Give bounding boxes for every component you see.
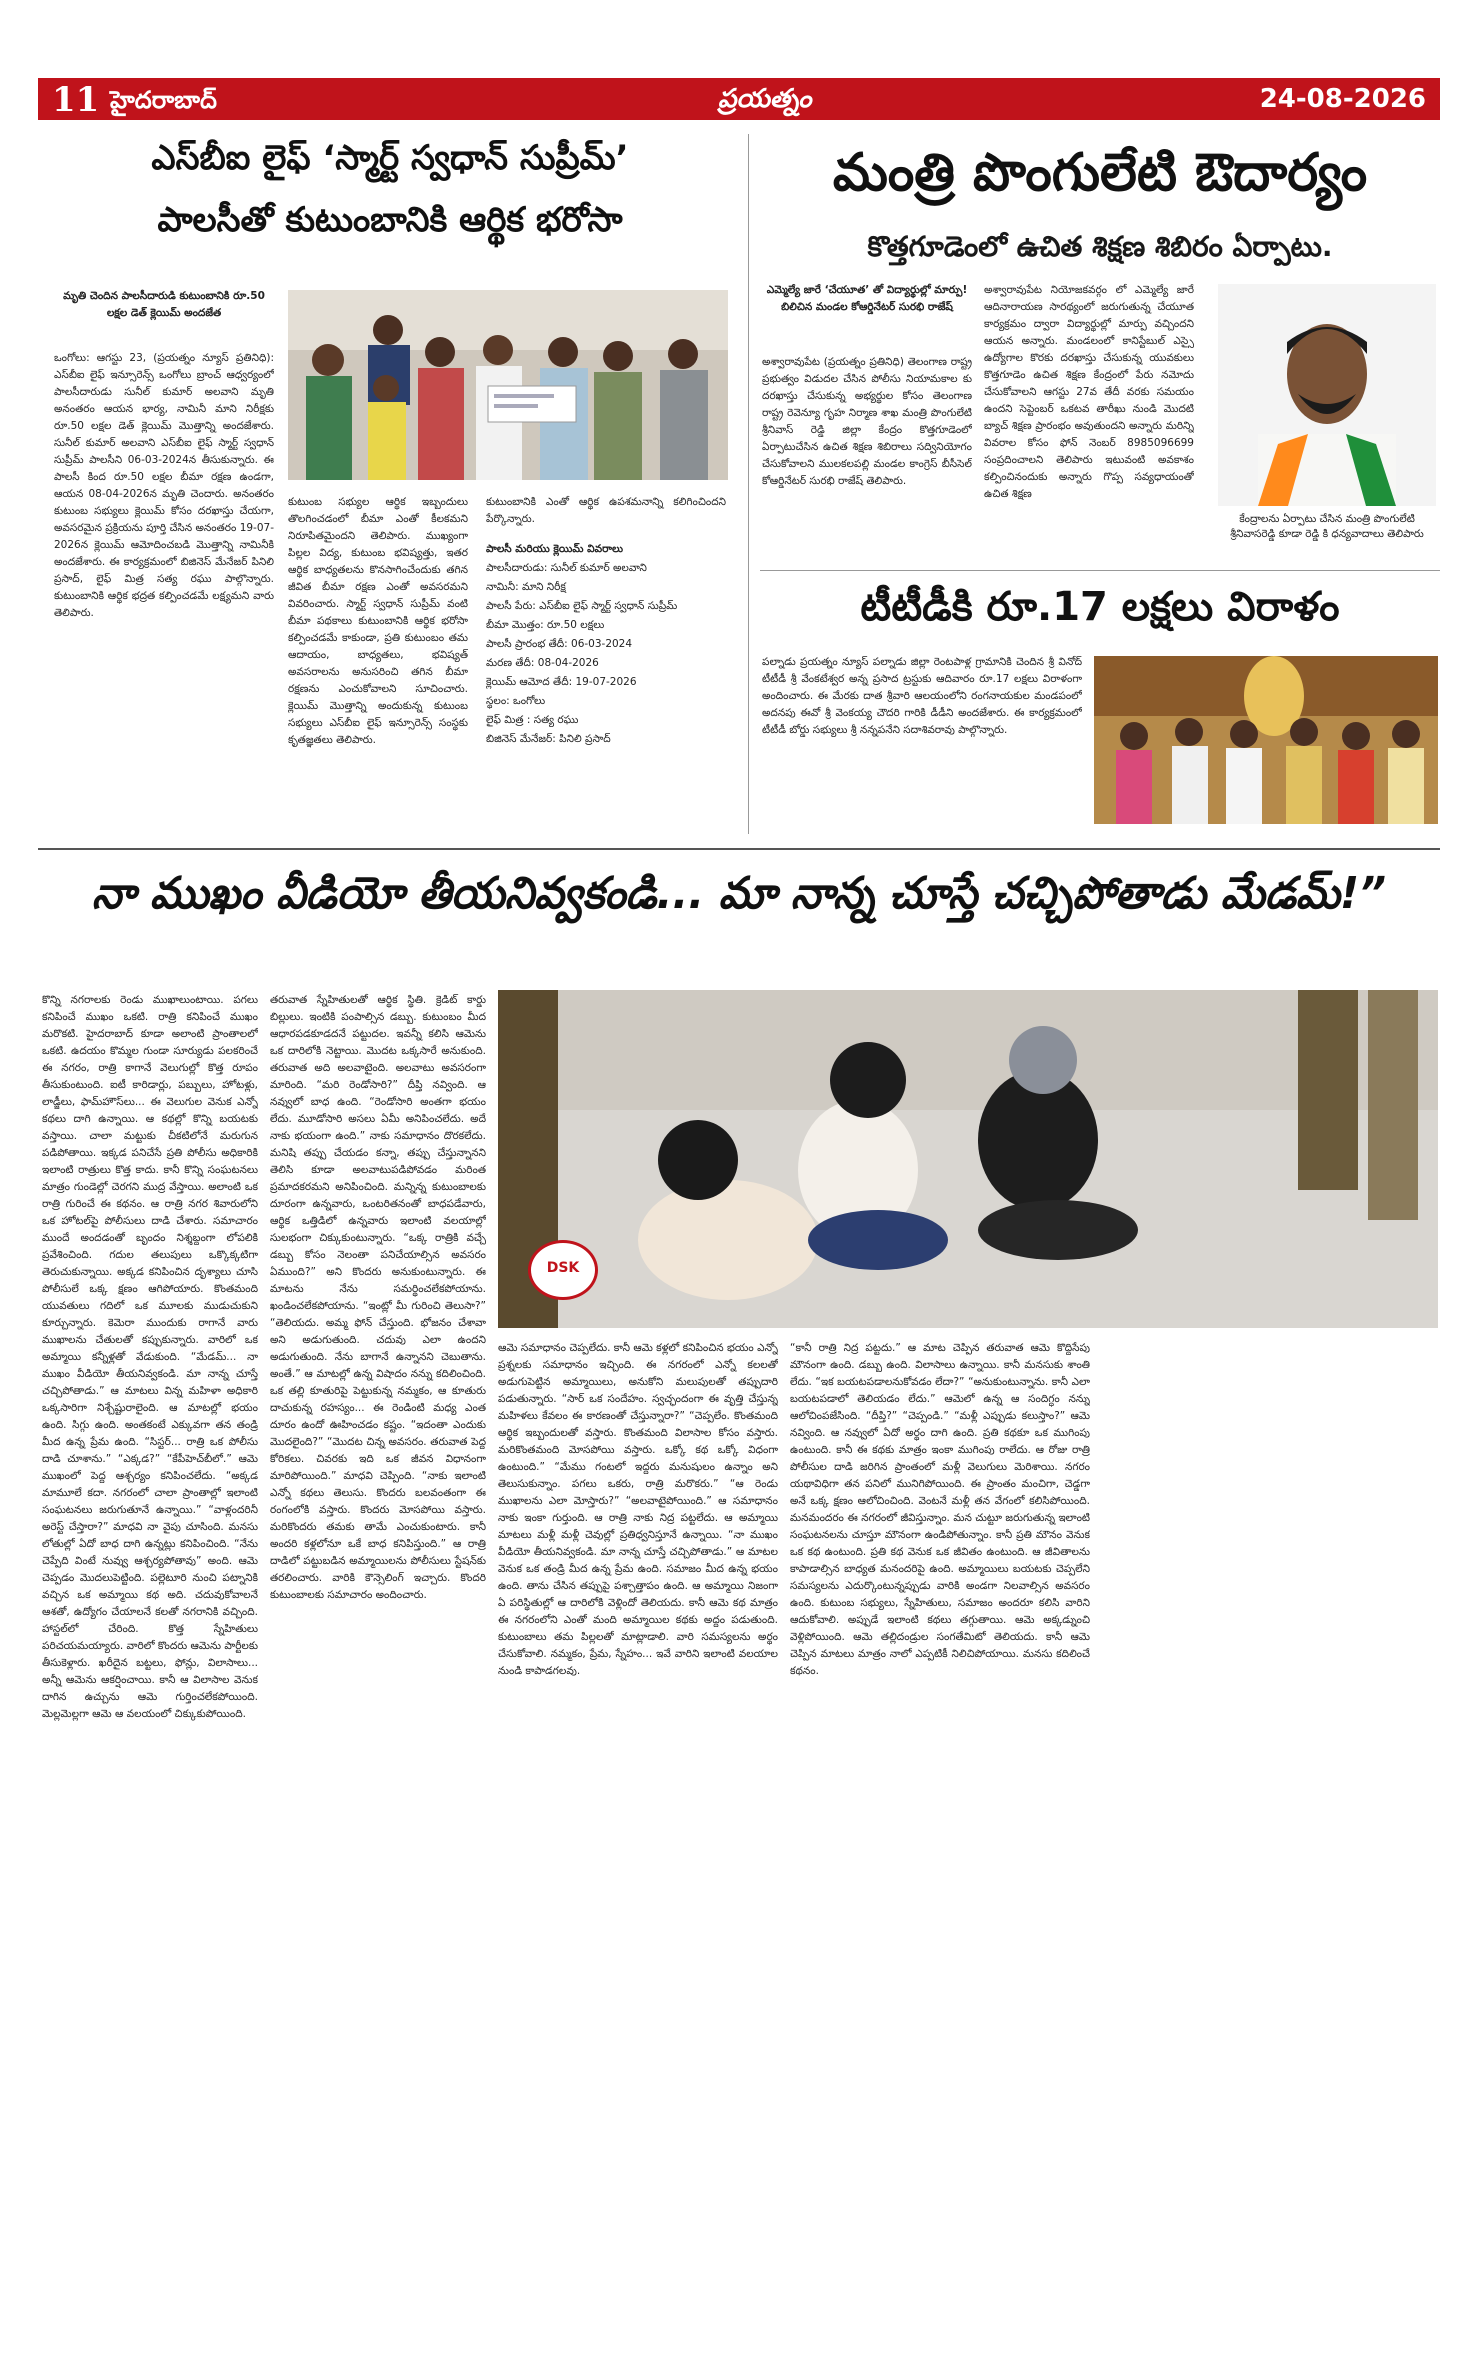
column-divider <box>748 134 749 834</box>
detail-start-date: పాలసీ ప్రారంభ తేదీ: 06-03-2024 <box>486 638 633 650</box>
story3-donation-photo <box>1094 656 1438 824</box>
story4-col2: తరువాత స్నేహితులతో ఆర్థిక స్థితి. క్రెడిట్ కార్డు బిల్లులు. ఇంటికి పంపాల్సిన డబ్బు. కుటుంబం మీద ఆధారపడకూడదనే పట్టుదల. ఇవన్నీ కలిసి ఆమెను ఒక దారిలోకి నెట్టాయి. మొదట ఒక్కసారే అనుకుంది. తరువాత అది అలవాటైంది. అలవాటు అవసరంగా మారింది. “మరి రెండోసారి?” దీప్తి నవ్వింది. ఆ నవ్వులో బాధ ఉంది. “రెండోసారి అంతగా భయం లేదు. మూడోసారి అసలు ఏమీ అనిపించలేదు. అదే నాకు భయంగా ఉంది.” నాకు సమాధానం దొరకలేదు. మనిషి తప్పు చేయడం కన్నా, తప్పు చేస్తున్నానని తెలిసి కూడా అలవాటుపడిపోవడం మరింత ప్రమాదకరమని అనిపించింది. మన్నిన్న కుటుంబాలకు దూరంగా ఉన్నవారు, ఒంటరితనంతో బాధపడేవారు, ఆర్థిక ఒత్తిడిలో ఉన్నవారు ఇలాంటి వలయాల్లో సులభంగా చిక్కుకుంటున్నారు. “ఒక్క రాత్రికి వచ్చే డబ్బు కోసం నెలంతా పనిచేయాల్సిన అవసరం ఏముంది?” అని కొందరు అనుకుంటున్నారు. ఈ మాటను నేను సమర్థించలేకపోయాను. ఖండించలేకపోయాను. “ఇంట్లో మీ గురించి తెలుసా?” “తెలియదు. అమ్మ ఫోన్ చేస్తుంది. భోజనం చేశావా అని అడుగుతుంది. చదువు ఎలా ఉందని అడుగుతుంది. నేను బాగానే ఉన్నానని చెబుతాను. అంతే.” ఆ మాటల్లో ఉన్న విషాదం నన్ను కదిలించింది. ఒక తల్లి కూతురిపై పెట్టుకున్న నమ్మకం, ఆ కూతురు దాచుకున్న రహస్యం... ఈ రెండింటి మధ్య ఎంత దూరం ఉందో ఊహించడం కష్టం. “ఇదంతా ఎందుకు మొదలైంది?” “మొదట చిన్న అవసరం. తరువాత పెద్ద కోరికలు. చివరకు ఇది ఒక జీవన విధానంగా మారిపోయింది.” మాధవి చెప్పింది. “నాకు ఇలాంటి ఎన్నో కథలు తెలుసు. కొందరు బలవంతంగా ఈ రంగంలోకి వస్తారు. కొందరు మోసపోయి వస్తారు. మరికొందరు తమకు తామే ఎంచుకుంటారు. కానీ అందరి కళ్లలోనూ ఒకే బాధ కనిపిస్తుంది.” ఆ రాత్రి దాడిలో పట్టుబడిన అమ్మాయిలను పోలీసులు స్టేషన్‌కు తరలించారు. వారికి కౌన్సెలింగ్ ఇచ్చారు. కొందరి కుటుంబాలకు సమాచారం అందించారు. <box>270 994 486 1601</box>
minister-photo-caption: కేంద్రాలను ఏర్పాటు చేసిన మంత్రి పొంగులేటి శ్రీనివాసరెడ్డి కూడా రెడ్డి కి ధన్యవాదాలు తెలిపారు <box>1230 513 1424 540</box>
detail-policy-name: పాలసీ పేరు: ఎస్‌బీఐ లైఫ్ స్మార్ట్ స్వధాన్ సుప్రీమ్ <box>486 600 678 612</box>
story1-kicker: మృతి చెందిన పాలసీదారుడి కుటుంబానికి రూ.50 లక్షల డెత్ క్లెయిమ్ అందజేత <box>63 290 265 319</box>
story4-col4: “కానీ రాత్రి నిద్ర పట్టదు.” ఆ మాట చెప్పిన తరువాత ఆమె కొద్దిసేపు మౌనంగా ఉంది. డబ్బు ఉంది. విలాసాలు ఉన్నాయి. కానీ మనసుకు శాంతి లేదు. “ఇక బయటపడాలనుకోవడం లేదా?” “అనుకుంటున్నాను. కానీ ఎలా బయటపడాలో తెలియడం లేదు.” ఆమెలో ఉన్న ఆ సందిగ్ధం నన్ను ఆలోచింపజేసింది. “దీప్తి?” “చెప్పండి.” “మళ్లీ ఎప్పుడు కలుస్తాం?” ఆమె నవ్వింది. ఆ నవ్వులో ఏదో అర్థం దాగి ఉంది. ప్రతి కథకూ ఒక ముగింపు ఉంటుంది. కానీ ఈ కథకు మాత్రం ఇంకా ముగింపు రాలేదు. ఆ రోజు రాత్రి పోలీసుల దాడి జరిగిన ప్రాంతంలో మళ్లీ వెలుగులు మెరిశాయి. నగరం యథావిధిగా తన పనిలో మునిగిపోయింది. ఈ ప్రాంతం మంచిగా, చెడ్డగా అనే ఒక్క క్షణం ఆలోచించింది. వెంటనే మళ్లీ తన వేగంలో కలిసిపోయింది. మనమందరం ఈ నగరంలో జీవిస్తున్నాం. మన చుట్టూ జరుగుతున్న ఇలాంటి సంఘటనలను చూస్తూ మౌనంగా ఉండిపోతున్నాం. కానీ ప్రతి మౌనం వెనుక ఒక కథ ఉంటుంది. ప్రతి కథ వెనుక ఒక జీవితం ఉంటుంది. ఆ జీవితాలను కాపాడాల్సిన బాధ్యత మనందరిపై ఉంది. అమ్మాయిలు బయటకు చెప్పలేని సమస్యలను ఎదుర్కొంటున్నప్పుడు వారికి అండగా నిలవాల్సిన అవసరం ఉంది. కుటుంబ సభ్యులు, స్నేహితులు, సమాజం అందరూ కలిసి వారిని ఆదుకోవాలి. అప్పుడే ఇలాంటి కథలు తగ్గుతాయి. ఆమె అక్కడ్నుంచి వెళ్లిపోయింది. ఆమె తల్లిదండ్రుల సంగతేమిటో తెలియదు. కానీ ఆమె చెప్పిన మాటలు మాత్రం నాలో ఎప్పటికీ నిలిచిపోయాయి. మనసు కదిలించే కథనం. <box>790 1342 1090 1677</box>
issue-date: 24-08-2026 <box>1259 84 1426 114</box>
detail-life-mitra: లైఫ్ మిత్ర : సత్య రఘు <box>486 714 579 726</box>
story4-col3: ఆమె సమాధానం చెప్పలేదు. కానీ ఆమె కళ్లలో కనిపించిన భయం ఎన్నో ప్రశ్నలకు సమాధానం ఇచ్చింది. ఈ నగరంలో ఎన్నో కలలతో అడుగుపెట్టిన అమ్మాయిలు, అనుకోని మలుపులతో తప్పుదారి పడుతున్నారు. “సార్ ఒక సందేహం. స్వచ్ఛందంగా ఈ వృత్తి చేస్తున్న మహిళలు కేవలం ఈ కారణంతో చేస్తున్నారా?” “చెప్పలేం. కొంతమంది ఆర్థిక ఇబ్బందులతో వస్తారు. కొంతమంది విలాసాల కోసం వస్తారు. మరికొంతమంది మోసపోయి వస్తారు. ఒక్కో కథ ఒక్కో విధంగా ఉంటుంది.” “మేము గంటలో ఇద్దరు మనుషులం ఉన్నాం అని తెలుసుకున్నాం. పగలు ఒకరు, రాత్రి మరొకరు.” “ఆ రెండు ముఖాలను ఎలా మోస్తారు?” “అలవాటైపోయింది.” ఆ సమాధానం నాకు ఇంకా గుర్తుంది. ఆ రాత్రి నాకు నిద్ర పట్టలేదు. ఆ అమ్మాయి మాటలు మళ్లీ మళ్లీ చెవుల్లో ప్రతిధ్వనిస్తూనే ఉన్నాయి. “నా ముఖం వీడియో తీయనివ్వకండి. మా నాన్న చూస్తే చచ్చిపోతాడు.” ఆ మాటల వెనుక ఒక తండ్రి మీద ఉన్న ప్రేమ ఉంది. సమాజం మీద ఉన్న భయం ఉంది. తాను చేసిన తప్పుపై పశ్చాత్తాపం ఉంది. ఆ అమ్మాయి నిజంగా ఏ పరిస్థితుల్లో ఆ దారిలోకి వెళ్లిందో తెలియదు. కానీ ఆమె కథ మాత్రం ఈ నగరంలోని ఎంతో మంది అమ్మాయిల కథకు అద్దం పడుతుంది. కుటుంబాలు తమ పిల్లలతో మాట్లాడాలి. వారి సమస్యలను అర్థం చేసుకోవాలి. నమ్మకం, ప్రేమ, స్నేహం... ఇవే వారిని ఇలాంటి వలయాల నుండి కాపాడగలవు. <box>498 1342 778 1677</box>
raid-scene-illustration <box>498 990 1438 1328</box>
policy-details-title: పాలసీ మరియు క్లెయిమ్ వివరాలు <box>486 543 624 555</box>
channel-logo-dsk-news: DSK <box>528 1240 598 1300</box>
detail-place: స్థలం: ఒంగోలు <box>486 695 546 707</box>
story1-body-col1: ఒంగోలు: ఆగస్టు 23, (ప్రయత్నం న్యూస్ ప్రతినిధి): ఎస్‌బీఐ లైఫ్ ఇన్సూరెన్స్ ఒంగోలు బ్రాంచ్ ఆధ్వర్యంలో పాలసీదారుడు సునీల్ కుమార్ అలవాని మృతి అనంతరం ఆయన భార్య, నామినీ మాని నిరీక్షకు రూ.50 లక్షల డెత్ క్లెయిమ్ మొత్తాన్ని అందజేశారు. సునీల్ కుమార్ అలవాని ఎస్‌బీఐ లైఫ్ స్మార్ట్ స్వధాన్ సుప్రీమ్ పాలసీని 06-03-2024న తీసుకున్నారు. ఈ పాలసీ కింద రూ.50 లక్షల బీమా రక్షణ ఉండగా, ఆయన 08-04-2026న మృతి చెందారు. అనంతరం కుటుంబ సభ్యులు క్లెయిమ్ కోసం దరఖాస్తు చేయగా, అవసరమైన ప్రక్రియను పూర్తి చేసిన అనంతరం 19-07-2026న క్లెయిమ్ ఆమోదించబడి మొత్తాన్ని నామినీకి అందజేశారు. ఈ కార్యక్రమంలో బిజినెస్ మేనేజర్ పినిలి ప్రసాద్, లైఫ్ మిత్ర సత్య రఘు పాల్గొన్నారు. కుటుంబానికి ఆర్థిక భద్రత కల్పించడమే లక్ష్యమని వారు తెలిపారు. <box>54 352 274 619</box>
detail-nominee: నామినీ: మాని నిరీక్ష <box>486 581 566 593</box>
cheque-handover-illustration <box>288 290 728 480</box>
section-divider-main <box>38 848 1440 850</box>
story2-body-col1: అశ్వారావుపేట (ప్రయత్నం ప్రతినిధి) తెలంగాణ రాష్ట్ర ప్రభుత్వం విడుదల చేసిన పోలీసు నియామకాల కు దరఖాస్తు చేసుకున్న అభ్యర్థుల కోసం తెలంగాణ రాష్ట్ర రెవెన్యూ గృహ నిర్మాణ శాఖ మంత్రి పొంగులేటి శ్రీనివాస్ రెడ్డి జిల్లా కేంద్రం కొత్తగూడెంలో ఏర్పాటుచేసిన ఉచిత శిక్షణ శిబిరాలు సద్వినియోగం చేసుకోవాలని ములకలపల్లి మండల కాంగ్రెస్ బీసీసెల్ కోఆర్డినేటర్ సురభి రాజేష్ తెలిపారు. <box>762 356 972 487</box>
story1-headline-line1: ఎస్‌బీఐ లైఫ్ ‘స్మార్ట్ స్వధాన్ సుప్రీమ్’ <box>151 138 629 178</box>
minister-portrait-photo <box>1218 284 1436 506</box>
detail-sum-assured: బీమా మొత్తం: రూ.50 లక్షలు <box>486 619 605 631</box>
page-number: 11 <box>52 80 100 120</box>
story1-photo-cheque-handover <box>288 290 728 480</box>
minister-portrait-illustration <box>1218 284 1436 506</box>
detail-claim-approval: క్లెయిమ్ ఆమోద తేదీ: 19-07-2026 <box>486 676 637 688</box>
temple-donation-illustration <box>1094 656 1438 824</box>
story2-kicker: ఎమ్మెల్యే జారే ‘చేయూత’ తో విద్యార్థుల్లో మార్పు! బిలిచిన మండల కోఆర్డినేటర్ సురభి రాజేష్ <box>766 284 968 313</box>
story1-body-col3: కుటుంబానికి ఎంతో ఆర్థిక ఉపశమనాన్ని కలిగించిందని పేర్కొన్నారు. <box>486 496 726 525</box>
section-divider <box>760 570 1440 571</box>
page-header-bar <box>38 78 1440 120</box>
story2-subhead: కొత్తగూడెంలో ఉచిత శిక్షణ శిబిరం ఏర్పాటు. <box>867 230 1333 263</box>
story2-headline: మంత్రి పొంగులేటి ఔదార్యం <box>832 142 1368 203</box>
story1-body-col2: కుటుంబ సభ్యుల ఆర్థిక ఇబ్బందులు తొలగించడంలో బీమా ఎంతో కీలకమని నిరూపితమైందని తెలిపారు. ముఖ్యంగా పిల్లల విద్య, కుటుంబ భవిష్యత్తు, ఇతర ఆర్థిక బాధ్యతలను కొనసాగించేందుకు తగిన జీవిత బీమా రక్షణ ఎంతో అవసరమని వివరించారు. స్మార్ట్ స్వధాన్ సుప్రీమ్ వంటి బీమా పథకాలు కుటుంబానికి ఆర్థిక భరోసా కల్పించడమే కాకుండా, ప్రతి కుటుంబం తమ ఆదాయం, బాధ్యతలు, భవిష్యత్ అవసరాలను అనుసరించి తగిన బీమా రక్షణను ఎంచుకోవాలని సూచించారు. క్లెయిమ్ మొత్తాన్ని అందుకున్న కుటుంబ సభ్యులు ఎస్‌బీఐ లైఫ్ ఇన్సూరెన్స్ సంస్థకు కృతజ్ఞతలు తెలిపారు. <box>288 496 468 746</box>
story1-policy-details <box>486 540 726 820</box>
story3-body: పల్నాడు ప్రయత్నం న్యూస్ పల్నాడు జిల్లా రెంటపాళ్ల గ్రామానికి చెందిన శ్రీ వినోద్ టీటీడీ శ్రీ వేంకటేశ్వర అన్న ప్రసాద ట్రస్టుకు ఆదివారం రూ.17 లక్షలు విరాళంగా అందించారు. ఈ మేరకు దాత శ్రీవారి ఆలయంలోని రంగనాయకుల మండపంలో అదనపు ఈవో శ్రీ వెంకయ్య చౌదరి గారికి డీడీని అందజేశారు. ఈ కార్యక్రమంలో టీటీడీ బోర్డు సభ్యులు శ్రీ నన్నపనేని సదాశివరావు పాల్గొన్నారు. <box>762 656 1082 736</box>
story2-body-col2: అశ్వారావుపేట నియోజకవర్గం లో ఎమ్మెల్యే జారే ఆదినారాయణ సారథ్యంలో జరుగుతున్న చేయూత కార్యక్రమం ద్వారా విద్యార్థుల్లో మార్పు వచ్చిందని ఆయన అన్నారు. మండలంలో కానిస్టేబుల్ ఎస్సై ఉద్యోగాల కొరకు దరఖాస్తు చేసుకున్న యువకులు కొత్తగూడెం ఉచిత శిక్షణ కేంద్రంలో పేరు నమోదు చేసుకోవాలని ఆగస్టు 27వ తేదీ వరకు సమయం ఉందని సెప్టెంబర్ ఒకటవ తారీఖు నుండి మొదటి బ్యాచ్ శిక్షణ ప్రారంభం అవుతుందని అన్నారు మరిన్ని వివరాల కోసం ఫోన్ నెంబర్ 8985096699 సంప్రదించాలని తెలిపారు ఇటువంటి అవకాశం కల్పించినందుకు అన్నారు గొప్ప సవ్యధాయంతో ఉచిత శిక్షణ <box>984 284 1194 500</box>
story4-headline: నా ముఖం వీడియో తీయనివ్వకండి... మా నాన్న చూస్తే చచ్చిపోతాడు మేడమ్!” <box>91 868 1386 919</box>
story4-raid-photo <box>498 990 1438 1328</box>
detail-death-date: మరణ తేదీ: 08-04-2026 <box>486 657 599 669</box>
story3-headline: టీటీడీకి రూ.17 లక్షలు విరాళం <box>860 584 1340 630</box>
detail-policyholder: పాలసీదారుడు: సునీల్ కుమార్ అలవాని <box>486 562 647 574</box>
edition-city: హైదరాబాద్ <box>110 86 217 114</box>
masthead-title: ప్రయత్నం <box>718 84 812 114</box>
detail-business-manager: బిజినెస్ మేనేజర్: పినిలి ప్రసాద్ <box>486 733 611 745</box>
story1-headline-line2: పాలసీతో కుటుంబానికి ఆర్థిక భరోసా <box>157 200 623 240</box>
story4-col1: కొన్ని నగరాలకు రెండు ముఖాలుంటాయి. పగలు కనిపించే ముఖం ఒకటి. రాత్రి కనిపించే ముఖం మరొకటి. హైదరాబాద్ కూడా అలాంటి ప్రాంతాలలో ఒకటి. ఉదయం కొమ్మల గుండా సూర్యుడు పలకరించే ఈ నగరం, రాత్రి కాగానే వెలుగుల్లో కొత్త రూపం తీసుకుంటుంది. ఐటీ కారిడార్లు, పబ్బులు, హోటళ్లు, లాడ్జీలు, ఫామ్‌హౌస్‌లు... ఈ వెలుగుల వెనుక ఎన్నో కథలు దాగి ఉన్నాయి. ఆ కథల్లో కొన్ని బయటకు వస్తాయి. చాలా మట్టుకు చీకటిలోనే మరుగున పడిపోతాయి. ఇక్కడ పనిచేసే ప్రతి పోలీసు అధికారికి ఇలాంటి రాత్రులు కొత్త కాదు. కానీ కొన్ని సంఘటనలు మాత్రం గుండెల్లో చెరగని ముద్ర వేస్తాయి. అలాంటి ఒక రాత్రి గురించే ఈ కథనం. ఆ రాత్రి నగర శివారులోని ఒక హోటల్‌పై పోలీసులు దాడి చేశారు. సమాచారం ముందే అందడంతో బృందం నిశ్శబ్దంగా లోపలికి ప్రవేశించింది. గదుల తలుపులు ఒక్కొక్కటిగా తెరుచుకున్నాయి. అక్కడ కనిపించిన దృశ్యాలు చూసి పోలీసులే ఒక్క క్షణం ఆగిపోయారు. కొంతమంది యువతులు గదిలో ఒక మూలకు ముడుచుకుని కూర్చున్నారు. కెమెరా ముందుకు రాగానే వారు ముఖాలను చేతులతో కప్పుకున్నారు. వారిలో ఒక అమ్మాయి కన్నీళ్లతో వేడుకుంది. “మేడమ్... నా ముఖం వీడియో తీయనివ్వకండి. మా నాన్న చూస్తే చచ్చిపోతాడు.” ఆ మాటలు విన్న మహిళా అధికారి ఒక్కసారిగా నిశ్చేష్టురాలైంది. ఆ మాటల్లో భయం ఉంది. సిగ్గు ఉంది. అంతకంటే ఎక్కువగా తన తండ్రి మీద ఉన్న ప్రేమ ఉంది. “సిస్టర్... రాత్రి ఒక పోలీసు దాడి చూశాను.” “ఎక్కడ?” “కేపీహెచ్‌బీలో.” ఆమె ముఖంలో పెద్ద ఆశ్చర్యం కనిపించలేదు. “అక్కడ మామూలే కదా. నగరంలో చాలా ప్రాంతాల్లో ఇలాంటి సంఘటనలు జరుగుతూనే ఉన్నాయి.” “వాళ్లందరినీ అరెస్ట్ చేస్తారా?” మాధవి నా వైపు చూసింది. మనసు లోతుల్లో ఏదో బాధ దాగి ఉన్నట్లు కనిపించింది. “నేను చెప్పేది వింటే నువ్వు ఆశ్చర్యపోతావు” అంది. ఆమె చెప్పడం మొదలుపెట్టింది. పల్లెటూరి నుంచి పట్నానికి వచ్చిన ఒక అమ్మాయి కథ అది. చదువుకోవాలనే ఆశతో, ఉద్యోగం చేయాలనే కలతో నగరానికి వచ్చింది. హాస్టల్‌లో చేరింది. కొత్త స్నేహితులు పరిచయమయ్యారు. వారిలో కొందరు ఆమెను పార్టీలకు తీసుకెళ్లారు. ఖరీదైన బట్టలు, ఫోన్లు, విలాసాలు... అన్నీ ఆమెను ఆకర్షించాయి. కానీ ఆ విలాసాల వెనుక దాగిన ఉచ్చును ఆమె గుర్తించలేకపోయింది. మెల్లమెల్లగా ఆమె ఆ వలయంలో చిక్కుకుపోయింది. <box>42 994 258 1720</box>
